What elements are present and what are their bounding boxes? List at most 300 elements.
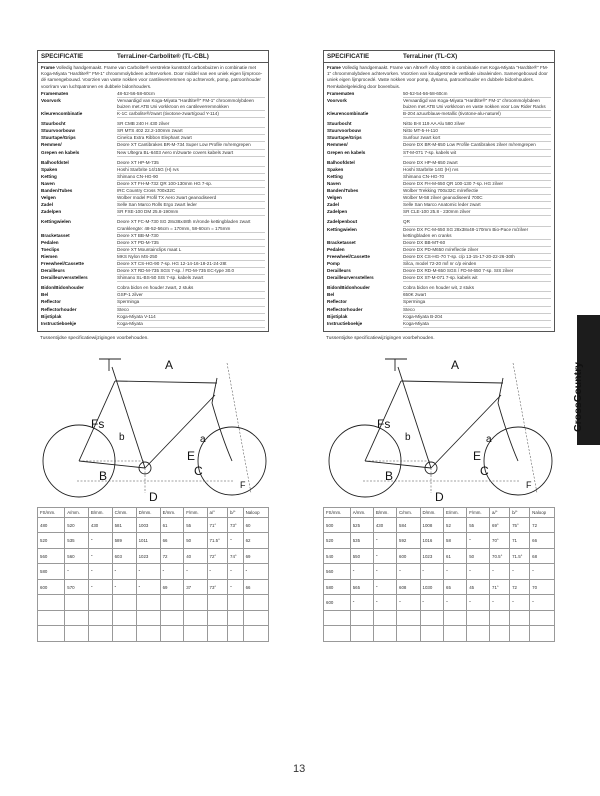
spec-row <box>41 174 265 181</box>
spec-value: Hoshi Starbrite 14G (H) rvs <box>403 167 551 174</box>
table-cell-empty <box>420 626 444 642</box>
spec-row <box>327 261 551 268</box>
table-cell: " <box>65 564 89 580</box>
table-cell: " <box>444 564 467 580</box>
table-row-empty <box>38 626 269 642</box>
spec-value: Koga-Miyata V-114 <box>117 314 265 321</box>
table-cell: 74° <box>228 548 244 564</box>
table-cell: 61 <box>444 548 467 564</box>
table-cell: 520 <box>324 533 351 549</box>
spec-row <box>41 150 265 157</box>
table-cell: 69 <box>160 579 184 595</box>
spec-row <box>327 188 551 195</box>
table-cell: 560 <box>38 548 65 564</box>
frame-text: Volledig handgemaakt. Frame van Carbolite® verstrekte kunststof carbonbuizen in combinatie met Koga-Miyata "Hardtite®" FM-1" chroommolybdeen achtervorken. Door middel van een uniek eigen lijmprocedé samengebouwd. Voorzien van vaste nokken voor cantileverremmen op achtervork, pomp, patroonhouder voor/ram van luchtpatronen en dubbele bidonhouders. <box>41 65 263 89</box>
dim-label-a-upper: A <box>165 357 174 372</box>
spec-key: Zadelpenbout <box>327 219 358 225</box>
spec-row <box>327 254 551 261</box>
spec-value: SR CMB 240 H 430 zilver <box>117 121 265 128</box>
table-cell: " <box>228 564 244 580</box>
spec-value: Deore XT PD-M-735 <box>117 240 265 247</box>
table-cell: 65 <box>444 579 467 595</box>
spec-key: Stuurvoorbouw <box>41 128 75 134</box>
table-cell-empty <box>510 610 530 626</box>
spec-row <box>41 233 265 240</box>
table-cell: 1003 <box>136 517 160 533</box>
table-cell: " <box>373 595 396 611</box>
table-cell: 581 <box>112 517 136 533</box>
spec-key: Bijstiplak <box>327 313 348 319</box>
table-cell: " <box>373 564 396 580</box>
table-header-cell: b/° <box>510 507 530 517</box>
table-cell-empty <box>243 610 268 626</box>
spec-value: Koga-Miyata <box>403 321 551 328</box>
dim-label-a-upper: A <box>451 357 460 372</box>
dim-label-f: F <box>526 479 532 490</box>
table-cell: " <box>373 548 396 564</box>
table-row <box>38 548 269 564</box>
spec-key: Riemen <box>41 253 58 259</box>
table-cell: " <box>112 564 136 580</box>
spec-key: Zadel <box>41 202 53 208</box>
table-cell-empty <box>228 595 244 611</box>
spec-row <box>327 128 551 135</box>
table-cell: 600 <box>38 579 65 595</box>
table-cell: " <box>228 533 244 549</box>
table-header-cell: C/mm. <box>397 507 421 517</box>
spec-row <box>327 314 551 321</box>
frame-text: Volledig handgemaakt. Frame van Altrex® Alloy 6000 in combinatie met Koga-Miyata "Hardtite®" FM-1" chroommolybdeen achtervorken. Voorzien van koudgesmede vertikale uitvaleinden. Samengebouwd door uniek eigen lijmprocedé. Vaste nokken voor pomp, dynamo, patroonhouder en dubbele bidonhouders. Remkabelgeleiding door bovenbuis. <box>327 65 549 89</box>
table-cell-empty <box>243 595 268 611</box>
spec-row <box>41 314 265 321</box>
spec-key: Grepen en kabels <box>41 149 80 155</box>
spec-value: ST-M-071 7-sp. kabels wit <box>403 150 551 157</box>
table-cell: 520 <box>65 517 89 533</box>
table-cell: 430 <box>88 517 112 533</box>
table-cell-empty <box>243 626 268 642</box>
spec-value: Selle San Marco Anatomic leder zwart <box>403 202 551 209</box>
spec-value: Deore DX HP-M-650 zwart <box>403 160 551 167</box>
table-row <box>38 517 269 533</box>
table-cell: 61 <box>160 517 184 533</box>
frame-geometry-diagram <box>37 343 269 503</box>
table-cell: " <box>373 533 396 549</box>
spec-key: Zadelpen <box>41 209 62 215</box>
table-header-row <box>324 507 555 517</box>
spec-row <box>41 195 265 202</box>
spec-value: Cobra bidon en houder zwart, 2 stuks <box>117 285 265 292</box>
spec-row <box>327 135 551 142</box>
table-cell: 37 <box>184 579 207 595</box>
table-cell-empty <box>112 626 136 642</box>
spec-row <box>327 181 551 188</box>
table-header-cell: E/mm. <box>444 507 467 517</box>
spec-model-title: TerraLiner (TL-CX) <box>403 53 458 60</box>
table-cell-empty <box>350 610 373 626</box>
table-cell: 580 <box>324 579 351 595</box>
table-header-cell: B/mm. <box>88 507 112 517</box>
spec-value: Cobra bidon en houder wit, 2 stuks <box>403 285 551 292</box>
spec-row <box>327 160 551 167</box>
table-cell-empty <box>184 610 207 626</box>
spec-value: Vervaardigd van Koga-Miyata "Hardtite®" FM-1" chroommolybdeen buizen met ATB Uni vorkkroon en vaste nokken voor Low Rider Racks <box>403 98 551 111</box>
spec-key: Derailleurversstellers <box>41 275 88 281</box>
spec-key: Bidon/Bidonhouder <box>41 285 84 291</box>
table-row <box>324 564 555 580</box>
table-cell: " <box>444 595 467 611</box>
spec-key: Zadelpen <box>327 209 348 215</box>
geometry-table <box>37 507 269 642</box>
table-cell: " <box>350 595 373 611</box>
angle-label-a: a <box>486 433 492 445</box>
spec-value: Deore DX FH-M-650 QR 100-130 7-sp. HG zilver <box>403 181 551 188</box>
spec-row <box>41 299 265 306</box>
table-cell: 45 <box>467 579 490 595</box>
table-cell: 68 <box>530 548 555 564</box>
spec-key: Reflectorhouder <box>41 306 77 312</box>
table-cell: " <box>88 564 112 580</box>
spec-row <box>41 181 265 188</box>
spec-key: Derailleurs <box>327 268 351 274</box>
table-cell: " <box>373 579 396 595</box>
spec-key: Remmen/ <box>327 142 348 148</box>
down-tube <box>145 395 215 468</box>
table-cell-empty <box>88 610 112 626</box>
table-cell-empty <box>397 610 421 626</box>
table-cell: 589 <box>112 533 136 549</box>
table-header-cell: F/mm. <box>184 507 207 517</box>
spec-value: Deore DX FC-M-650 SG 28x38x48-170mm Bio-Pace m/zilver kettingbladen en cranks <box>403 227 551 240</box>
spec-key: Framematen <box>41 90 69 96</box>
dim-label-c: C <box>480 463 489 478</box>
table-cell: " <box>420 595 444 611</box>
spec-header <box>324 51 554 63</box>
spec-row <box>327 111 551 118</box>
spec-value: QR <box>403 219 551 226</box>
spec-row <box>41 202 265 209</box>
table-cell: " <box>160 564 184 580</box>
angle-label-b: b <box>405 431 411 443</box>
table-header-cell: F/mm. <box>467 507 490 517</box>
angle-label-a: a <box>200 433 206 445</box>
table-header-cell: A/mm. <box>350 507 373 517</box>
spec-value: Koga-Miyata B-204 <box>403 314 551 321</box>
spec-row <box>327 121 551 128</box>
table-cell-empty <box>467 626 490 642</box>
spec-value: Shimano CN-HG-70 <box>403 174 551 181</box>
table-cell-empty <box>530 610 555 626</box>
spec-key: Instructieboekje <box>41 320 77 326</box>
spec-value: Wolber model Profil TX Aero zwart geanodiseerd <box>117 195 265 202</box>
table-cell-empty <box>184 626 207 642</box>
spec-row <box>41 268 265 275</box>
dim-label-fs: Fs <box>91 416 105 431</box>
table-cell: 520 <box>38 533 65 549</box>
spec-row <box>327 150 551 157</box>
table-cell: 565 <box>350 579 373 595</box>
table-cell-empty <box>510 626 530 642</box>
spec-row <box>327 285 551 292</box>
spec-row <box>41 188 265 195</box>
spec-value: Hoshi Starbrite 14/15G (H) rvs <box>117 167 265 174</box>
table-cell-empty <box>88 626 112 642</box>
table-cell: 600 <box>397 548 421 564</box>
table-cell-empty <box>350 626 373 642</box>
table-cell: 73° <box>228 517 244 533</box>
table-cell-empty <box>373 626 396 642</box>
table-cell: 540 <box>324 548 351 564</box>
spec-row <box>327 98 551 111</box>
spec-value: Wolber M-58 zilver geanodiseerd 700C <box>403 195 551 202</box>
spec-key: Spaken <box>327 166 344 172</box>
table-cell-empty <box>397 626 421 642</box>
spec-key: Bijstiplak <box>41 313 62 319</box>
spec-value: MKS Nylon MS-250 <box>117 254 265 261</box>
dim-label-f: F <box>240 479 246 490</box>
table-cell: " <box>184 564 207 580</box>
spec-value: Deore DX CS-HG-70 7-sp. c/p 13-15-17-20-22-26-30th <box>403 254 551 261</box>
table-header-cell: A/mm. <box>65 507 89 517</box>
table-row <box>324 595 555 611</box>
table-row <box>38 564 269 580</box>
spec-row <box>41 135 265 142</box>
table-row <box>38 533 269 549</box>
dim-label-b: B <box>385 468 394 483</box>
table-cell: 69° <box>490 517 510 533</box>
table-row <box>324 548 555 564</box>
table-cell: 66 <box>243 579 268 595</box>
spec-header <box>38 51 268 63</box>
spec-row <box>327 209 551 216</box>
table-row-empty <box>324 626 555 642</box>
spec-row <box>41 121 265 128</box>
spec-row <box>41 275 265 282</box>
table-cell-empty <box>65 595 89 611</box>
spec-row <box>327 299 551 306</box>
table-cell-empty <box>324 610 351 626</box>
spec-key: Pomp <box>327 260 340 266</box>
spec-value: New Ultegra BL-6403 Aero m/zwarte covers kabels zwart <box>117 150 265 157</box>
spec-key: Stuurtape/Grips <box>41 135 76 141</box>
frame-label: Frame <box>327 65 341 70</box>
table-cell: " <box>112 579 136 595</box>
spec-key: Remmen/ <box>41 142 62 148</box>
table-cell: 50 <box>467 548 490 564</box>
spec-row <box>327 174 551 181</box>
dim-label-b: B <box>99 468 108 483</box>
spec-value: Deore DX BR-M-650 Low Profile Cantibrakes zilver m/remgrepen <box>403 142 551 149</box>
spec-row <box>41 254 265 261</box>
spec-key: Pedalen <box>327 246 345 252</box>
table-cell: " <box>136 579 160 595</box>
spec-row <box>41 167 265 174</box>
page-number: 13 <box>293 763 306 775</box>
table-header-cell: FS/mm. <box>38 507 65 517</box>
spec-key: Zadel <box>327 202 339 208</box>
spec-value: Nitto B-8 119 AA Alu 580 zilver <box>403 121 551 128</box>
spec-key: Kleurencombinatie <box>41 111 83 117</box>
spec-key: Pedalen <box>41 239 59 245</box>
frame-description <box>38 63 268 91</box>
spec-key: Ketting <box>41 173 57 179</box>
top-tube <box>115 381 217 383</box>
spec-value: IRC Country Cross 700x32C <box>117 188 265 195</box>
spec-key: Derailleurs <box>41 268 65 274</box>
table-header-cell: D/mm. <box>420 507 444 517</box>
table-cell: 560 <box>324 564 351 580</box>
table-cell: " <box>207 564 227 580</box>
spec-row <box>41 219 265 232</box>
table-row-empty <box>38 610 269 626</box>
spec-key: Instructieboekje <box>327 320 363 326</box>
table-header-cell: a/° <box>207 507 227 517</box>
seat-tube <box>398 367 431 468</box>
geometry-table <box>323 507 555 642</box>
dim-label-d: D <box>149 489 158 503</box>
table-cell: 70 <box>530 579 555 595</box>
table-cell: " <box>243 564 268 580</box>
table-cell: 70.5° <box>490 548 510 564</box>
spec-caption: Tussentijdse specificatiewijzigingen voorbehouden. <box>326 335 435 341</box>
spec-key: Velgen <box>41 195 56 201</box>
spec-row <box>327 275 551 282</box>
spec-key: Naven <box>41 180 55 186</box>
spec-value: Deore XT HP-M-735 <box>117 160 265 167</box>
table-cell-empty <box>65 626 89 642</box>
spec-row <box>327 307 551 314</box>
spec-value: Deore XT Cantibrakes BR-M-734 Super Low Profile m/remgrepen <box>117 142 265 149</box>
table-cell: " <box>350 564 373 580</box>
dim-label-e: E <box>187 448 196 463</box>
spec-key: Stuurtape/Grips <box>327 135 362 141</box>
table-cell: 1023 <box>420 548 444 564</box>
spec-row <box>327 292 551 299</box>
spec-value: Deore XT CS-HG-90 7-sp. HG 12-14-16-18-21-24-28t <box>117 261 265 268</box>
spec-row <box>327 195 551 202</box>
table-cell: 75° <box>510 517 530 533</box>
spec-value: 650K zwart <box>403 292 551 299</box>
spec-key: Freewheel/Cassette <box>41 260 84 266</box>
table-header-row <box>38 507 269 517</box>
table-cell: 1008 <box>420 517 444 533</box>
spec-value: Nitto MT-5-H-110 <box>403 128 551 135</box>
spec-key: Voorvork <box>327 97 347 103</box>
spec-key: Naven <box>327 180 341 186</box>
frame-description <box>324 63 554 91</box>
table-cell: " <box>510 564 530 580</box>
table-cell: " <box>136 564 160 580</box>
table-header-cell: Naloop <box>243 507 268 517</box>
table-cell-empty <box>324 626 351 642</box>
table-header-cell: D/mm. <box>136 507 160 517</box>
table-cell: 525 <box>350 517 373 533</box>
table-cell-empty <box>136 610 160 626</box>
spec-value: Steco <box>117 307 265 314</box>
spec-row <box>327 227 551 240</box>
spec-value: GSP-1 zilver <box>117 292 265 299</box>
table-cell: 72 <box>160 548 184 564</box>
spec-row <box>41 111 265 118</box>
table-cell-empty <box>38 610 65 626</box>
spec-value: Deore DX ST-M-071 7-sp. kabels wit <box>403 275 551 282</box>
spec-value: 48-52-56-58-60cm <box>117 91 265 98</box>
spec-row <box>327 91 551 98</box>
table-cell: 40 <box>184 548 207 564</box>
spec-row <box>41 142 265 149</box>
spec-key: Grepen en kabels <box>327 149 366 155</box>
spec-key: Freewheel/Cassette <box>327 253 370 259</box>
spec-key: Kleurencombinatie <box>327 111 369 117</box>
spec-key: Balhoofdstel <box>41 159 69 165</box>
spec-row <box>327 202 551 209</box>
table-cell-empty <box>184 595 207 611</box>
spec-row <box>41 240 265 247</box>
spec-value: Deore XT RD-M-735 SGS 7-sp. / FD-M-735 EC-type 30.0 <box>117 268 265 275</box>
table-cell-empty <box>444 626 467 642</box>
table-cell: " <box>88 579 112 595</box>
table-header-cell: Naloop <box>530 507 555 517</box>
table-cell: 71° <box>490 579 510 595</box>
table-cell-empty <box>112 595 136 611</box>
spec-key: Balhoofdstel <box>327 159 355 165</box>
spec-card-right <box>323 50 555 332</box>
spec-row <box>41 98 265 111</box>
table-cell: 580 <box>38 564 65 580</box>
spec-row <box>327 321 551 328</box>
spec-value: Deore XT Mountainclips maat L <box>117 247 265 254</box>
spec-key: Kettingwielen <box>327 226 357 232</box>
left-spec-column <box>37 50 269 642</box>
dim-label-e: E <box>473 448 482 463</box>
spec-value: 50-52-54-56-58-60cm <box>403 91 551 98</box>
spec-row <box>327 142 551 149</box>
chain-stay <box>79 461 145 468</box>
spec-value: Sperminga <box>117 299 265 306</box>
spec-key: Reflector <box>327 299 347 305</box>
table-cell: " <box>467 595 490 611</box>
table-cell: " <box>490 564 510 580</box>
table-cell: 592 <box>397 533 421 549</box>
table-cell-empty <box>490 626 510 642</box>
table-cell: " <box>530 564 555 580</box>
table-cell: " <box>467 564 490 580</box>
table-cell-empty <box>136 595 160 611</box>
table-cell: 66 <box>530 533 555 549</box>
table-cell: 480 <box>38 517 65 533</box>
table-cell: " <box>490 595 510 611</box>
spec-row <box>41 128 265 135</box>
table-cell: 71.5° <box>510 548 530 564</box>
table-cell-empty <box>444 610 467 626</box>
head-tube <box>212 378 217 403</box>
table-cell-empty <box>88 595 112 611</box>
table-cell: 72 <box>510 579 530 595</box>
table-cell-empty <box>373 610 396 626</box>
spec-key: Velgen <box>327 195 342 201</box>
head-tube <box>498 378 503 403</box>
table-cell-empty <box>160 595 184 611</box>
table-cell: " <box>228 579 244 595</box>
spec-row <box>41 307 265 314</box>
table-cell-empty <box>38 595 65 611</box>
spec-value: SR CLE-100 25.8 - 230mm zilver <box>403 209 551 216</box>
spec-row <box>327 219 551 226</box>
table-row-empty <box>38 595 269 611</box>
spec-value: SR FXE-100 DM 25.8-190mm <box>117 209 265 216</box>
spec-value: Shimano CN-HG-90 <box>117 174 265 181</box>
spec-value: Shimano SL-BS-50 SIS 7-sp. kabels zwart <box>117 275 265 282</box>
table-row <box>324 533 555 549</box>
